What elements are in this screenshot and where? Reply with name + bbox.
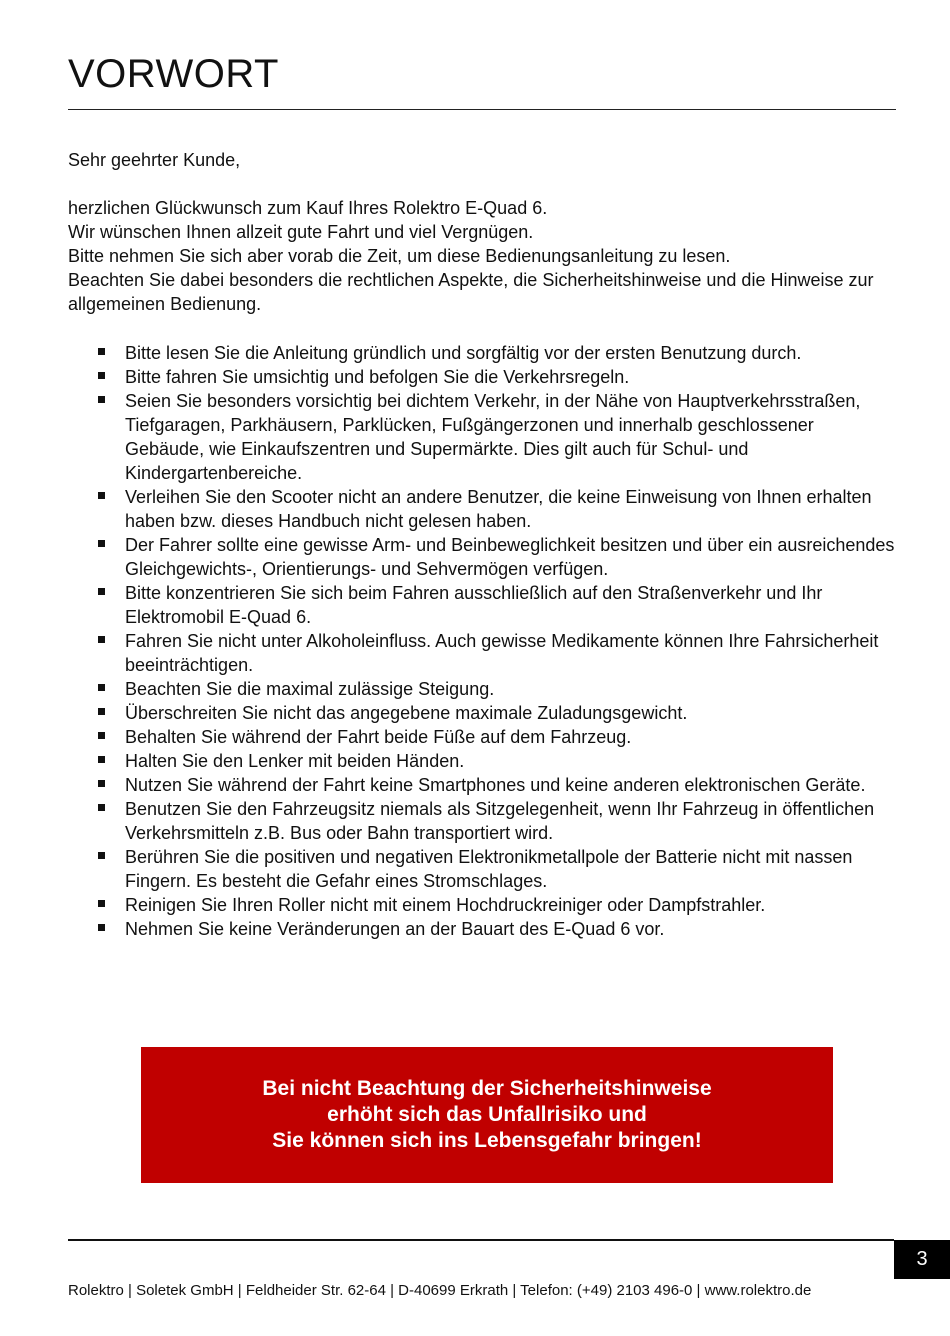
bullet-square-icon: [98, 756, 105, 763]
safety-rules-list: [68, 341, 896, 941]
list-item-text: Nehmen Sie keine Veränderungen an der Bauart des E-Quad 6 vor.: [125, 919, 665, 939]
list-item-text: Behalten Sie während der Fahrt beide Füße auf dem Fahrzeug.: [125, 727, 632, 747]
list-item: [68, 797, 896, 845]
bullet-square-icon: [98, 348, 105, 355]
list-item: [68, 749, 896, 773]
list-item: [68, 773, 896, 797]
list-item-text: Überschreiten Sie nicht das angegebene maximale Zuladungsgewicht.: [125, 703, 688, 723]
list-item: [68, 725, 896, 749]
footer-divider: [68, 1239, 894, 1241]
list-item: [68, 341, 896, 365]
list-item-text: Der Fahrer sollte eine gewisse Arm- und Beinbeweglichkeit besitzen und über ein ausreichendes Gleichgewichts-, Orientierungs- und Sehvermögen verfügen.: [125, 535, 895, 579]
intro-paragraph: [68, 196, 896, 316]
bullet-square-icon: [98, 540, 105, 547]
list-item: [68, 581, 896, 629]
list-item: [68, 629, 896, 677]
list-item-text: Benutzen Sie den Fahrzeugsitz niemals als Sitzgelegenheit, wenn Ihr Fahrzeug in öffentlichen Verkehrsmitteln z.B. Bus oder Bahn transportiert wird.: [125, 799, 875, 843]
page-title: VORWORT: [68, 52, 279, 96]
list-item-text: Reinigen Sie Ihren Roller nicht mit einem Hochdruckreiniger oder Dampfstrahler.: [125, 895, 766, 915]
bullet-square-icon: [98, 900, 105, 907]
safety-warning-box: [141, 1047, 833, 1183]
footer-company-info: Rolektro | Soletek GmbH | Feldheider Str. 62-64 | D-40699 Erkrath | Telefon: (+49) 2103 496-0 | www.rolektro.de: [68, 1282, 812, 1299]
warning-line: Sie können sich ins Lebensgefahr bringen!: [272, 1129, 702, 1152]
list-item-text: Berühren Sie die positiven und negativen Elektronikmetallpole der Batterie nicht mit nassen Fingern. Es besteht die Gefahr eines Stromschlages.: [125, 847, 853, 891]
bullet-square-icon: [98, 852, 105, 859]
list-item-text: Bitte konzentrieren Sie sich beim Fahren ausschließlich auf den Straßenverkehr und Ihr Elektromobil E-Quad 6.: [125, 583, 823, 627]
list-item: [68, 533, 896, 581]
bullet-square-icon: [98, 588, 105, 595]
salutation: Sehr geehrter Kunde,: [68, 150, 241, 170]
title-divider: [68, 109, 896, 110]
list-item: [68, 917, 896, 941]
intro-line: Beachten Sie dabei besonders die rechtlichen Aspekte, die Sicherheitshinweise und die Hinweise zur allgemeinen Bedienung.: [68, 270, 874, 314]
warning-line: erhöht sich das Unfallrisiko und: [327, 1103, 647, 1126]
bullet-square-icon: [98, 396, 105, 403]
bullet-square-icon: [98, 732, 105, 739]
page-number: 3: [894, 1240, 950, 1279]
preface-body: [68, 148, 896, 941]
list-item-text: Bitte fahren Sie umsichtig und befolgen Sie die Verkehrsregeln.: [125, 367, 630, 387]
list-item-text: Verleihen Sie den Scooter nicht an andere Benutzer, die keine Einweisung von Ihnen erhalten haben bzw. dieses Handbuch nicht gelesen haben.: [125, 487, 872, 531]
bullet-square-icon: [98, 492, 105, 499]
list-item-text: Bitte lesen Sie die Anleitung gründlich und sorgfältig vor der ersten Benutzung durch.: [125, 343, 802, 363]
intro-line: herzlichen Glückwunsch zum Kauf Ihres Rolektro E-Quad 6.: [68, 198, 548, 218]
list-item: [68, 845, 896, 893]
bullet-square-icon: [98, 708, 105, 715]
list-item: [68, 701, 896, 725]
bullet-square-icon: [98, 804, 105, 811]
bullet-square-icon: [98, 924, 105, 931]
list-item-text: Nutzen Sie während der Fahrt keine Smartphones und keine anderen elektronischen Geräte.: [125, 775, 866, 795]
list-item: [68, 893, 896, 917]
bullet-square-icon: [98, 636, 105, 643]
bullet-square-icon: [98, 372, 105, 379]
list-item: [68, 389, 896, 485]
bullet-square-icon: [98, 684, 105, 691]
intro-line: Bitte nehmen Sie sich aber vorab die Zeit, um diese Bedienungsanleitung zu lesen.: [68, 246, 731, 266]
list-item-text: Halten Sie den Lenker mit beiden Händen.: [125, 751, 465, 771]
list-item: [68, 485, 896, 533]
list-item-text: Fahren Sie nicht unter Alkoholeinfluss. Auch gewisse Medikamente können Ihre Fahrsicherheit beeinträchtigen.: [125, 631, 879, 675]
list-item: [68, 677, 896, 701]
list-item-text: Seien Sie besonders vorsichtig bei dichtem Verkehr, in der Nähe von Hauptverkehrsstraßen, Tiefgaragen, Parkhäusern, Parklücken, Fußgängerzonen und innerhalb geschlossener Gebäude, wie Einkaufszentren und Supermärkte. Dies gilt auch für Schul- und Kindergartenbereiche.: [125, 391, 861, 483]
list-item: [68, 365, 896, 389]
warning-line: Bei nicht Beachtung der Sicherheitshinweise: [262, 1077, 712, 1100]
intro-line: Wir wünschen Ihnen allzeit gute Fahrt und viel Vergnügen.: [68, 222, 534, 242]
list-item-text: Beachten Sie die maximal zulässige Steigung.: [125, 679, 495, 699]
bullet-square-icon: [98, 780, 105, 787]
